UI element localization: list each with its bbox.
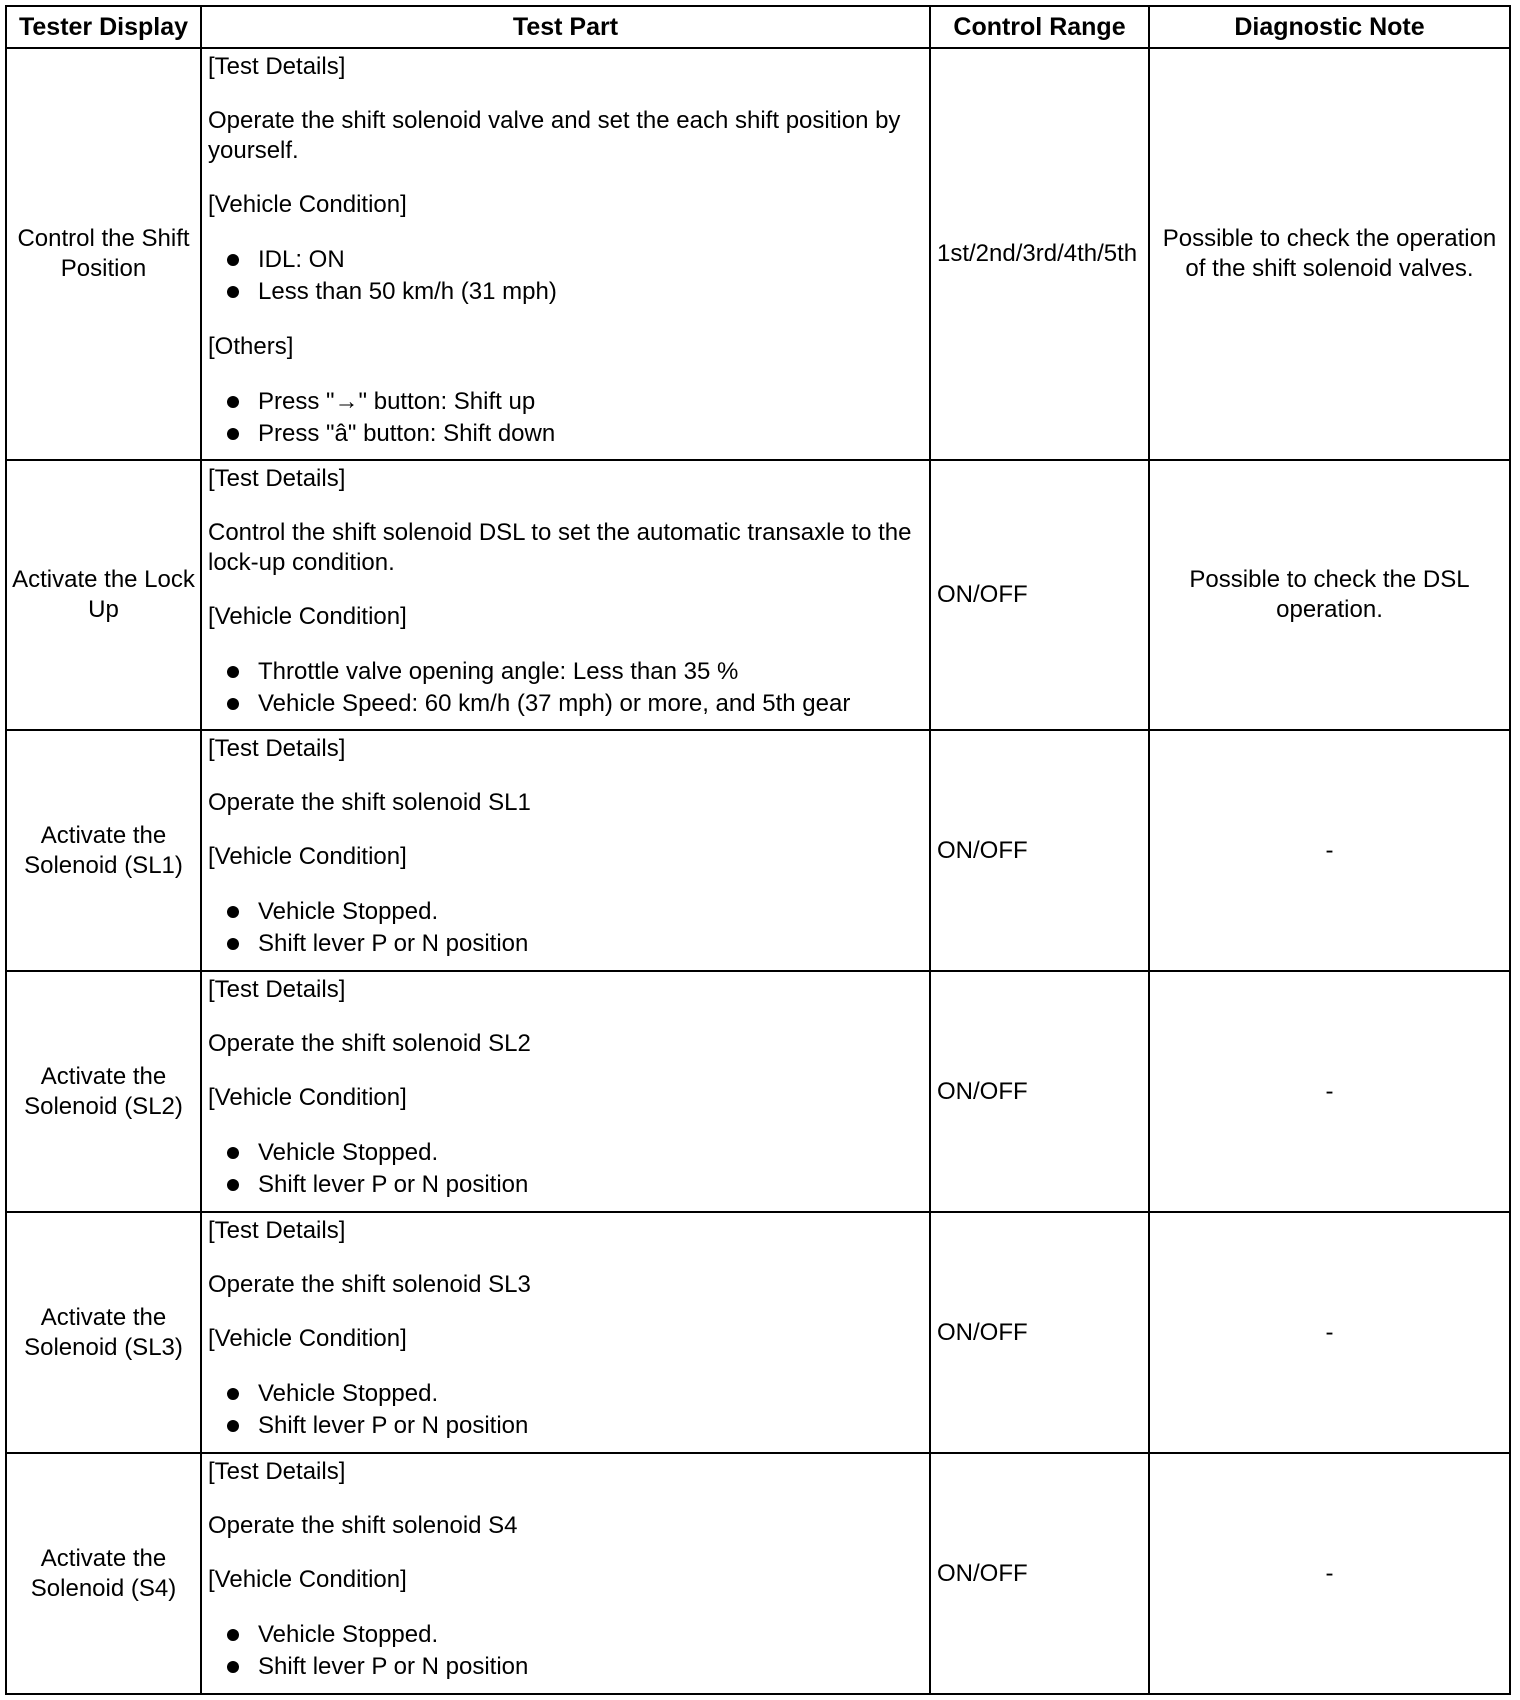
condition-list	[208, 1137, 923, 1201]
condition-item: Shift lever P or N position	[208, 1651, 923, 1683]
condition-item: Shift lever P or N position	[208, 1169, 923, 1201]
control-range-cell: ON/OFF	[930, 460, 1149, 730]
condition-item: Less than 50 km/h (31 mph)	[208, 276, 923, 308]
table-row	[6, 730, 1510, 971]
test-details-label: [Test Details]	[208, 53, 346, 80]
test-details-label: [Test Details]	[208, 735, 346, 762]
control-range-cell: 1st/2nd/3rd/4th/5th	[930, 48, 1149, 460]
header-diagnostic-note: Diagnostic Note	[1149, 6, 1510, 48]
header-test-part: Test Part	[201, 6, 930, 48]
tester-display-cell: Activate the Solenoid (SL2)	[6, 971, 201, 1212]
condition-item: Vehicle Speed: 60 km/h (37 mph) or more, and 5th gear	[208, 688, 923, 720]
table-row	[6, 460, 1510, 730]
diagnostic-note-cell: Possible to check the DSL operation.	[1149, 460, 1510, 730]
condition-item: Vehicle Stopped.	[208, 1378, 923, 1410]
test-details-label: [Test Details]	[208, 976, 346, 1003]
tester-display-cell: Control the Shift Position	[6, 48, 201, 460]
condition-list	[208, 1378, 923, 1442]
test-details-text: Operate the shift solenoid SL1	[208, 789, 531, 816]
others-label: [Others]	[208, 333, 294, 360]
test-part-cell	[201, 1212, 930, 1453]
table-row	[6, 971, 1510, 1212]
control-range-cell: ON/OFF	[930, 971, 1149, 1212]
condition-item: Vehicle Stopped.	[208, 1619, 923, 1651]
table-row	[6, 48, 1510, 460]
diagnostic-note-cell: Possible to check the operation of the shift solenoid valves.	[1149, 48, 1510, 460]
test-details-text: Operate the shift solenoid SL3	[208, 1271, 531, 1298]
test-details-label: [Test Details]	[208, 465, 346, 492]
table-row	[6, 1212, 1510, 1453]
test-part-cell	[201, 971, 930, 1212]
test-details-text: Operate the shift solenoid S4	[208, 1512, 518, 1539]
control-range-cell: ON/OFF	[930, 730, 1149, 971]
tester-display-cell: Activate the Solenoid (SL3)	[6, 1212, 201, 1453]
control-range-cell: ON/OFF	[930, 1453, 1149, 1694]
condition-item: Vehicle Stopped.	[208, 896, 923, 928]
vehicle-condition-label: [Vehicle Condition]	[208, 843, 407, 870]
tester-display-cell: Activate the Solenoid (SL1)	[6, 730, 201, 971]
tester-display-cell: Activate the Lock Up	[6, 460, 201, 730]
others-item: Press "â" button: Shift down	[208, 418, 923, 450]
control-range-cell: ON/OFF	[930, 1212, 1149, 1453]
header-row	[6, 6, 1510, 48]
test-part-cell	[201, 460, 930, 730]
condition-item: Shift lever P or N position	[208, 928, 923, 960]
test-part-cell	[201, 48, 930, 460]
test-details-label: [Test Details]	[208, 1217, 346, 1244]
test-details-text: Control the shift solenoid DSL to set the automatic transaxle to the lock-up condition.	[208, 519, 912, 576]
vehicle-condition-label: [Vehicle Condition]	[208, 191, 407, 218]
vehicle-condition-label: [Vehicle Condition]	[208, 1566, 407, 1593]
header-control-range: Control Range	[930, 6, 1149, 48]
condition-list	[208, 896, 923, 960]
test-details-text: Operate the shift solenoid SL2	[208, 1030, 531, 1057]
vehicle-condition-label: [Vehicle Condition]	[208, 1084, 407, 1111]
test-details-label: [Test Details]	[208, 1458, 346, 1485]
others-item: Press "→" button: Shift up	[208, 386, 923, 418]
header-tester-display: Tester Display	[6, 6, 201, 48]
active-test-table	[5, 5, 1511, 1695]
condition-item: Throttle valve opening angle: Less than 35 %	[208, 656, 923, 688]
diagnostic-note-cell: -	[1149, 1212, 1510, 1453]
condition-item: Vehicle Stopped.	[208, 1137, 923, 1169]
table-row	[6, 1453, 1510, 1694]
diagnostic-note-cell: -	[1149, 730, 1510, 971]
condition-item: Shift lever P or N position	[208, 1410, 923, 1442]
vehicle-condition-label: [Vehicle Condition]	[208, 1325, 407, 1352]
test-part-cell	[201, 1453, 930, 1694]
condition-list	[208, 656, 923, 720]
diagnostic-note-cell: -	[1149, 971, 1510, 1212]
condition-item: IDL: ON	[208, 244, 923, 276]
test-part-cell	[201, 730, 930, 971]
condition-list	[208, 1619, 923, 1683]
diagnostic-note-cell: -	[1149, 1453, 1510, 1694]
others-list	[208, 386, 923, 450]
condition-list	[208, 244, 923, 308]
tester-display-cell: Activate the Solenoid (S4)	[6, 1453, 201, 1694]
vehicle-condition-label: [Vehicle Condition]	[208, 603, 407, 630]
test-details-text: Operate the shift solenoid valve and set the each shift position by yourself.	[208, 107, 901, 164]
